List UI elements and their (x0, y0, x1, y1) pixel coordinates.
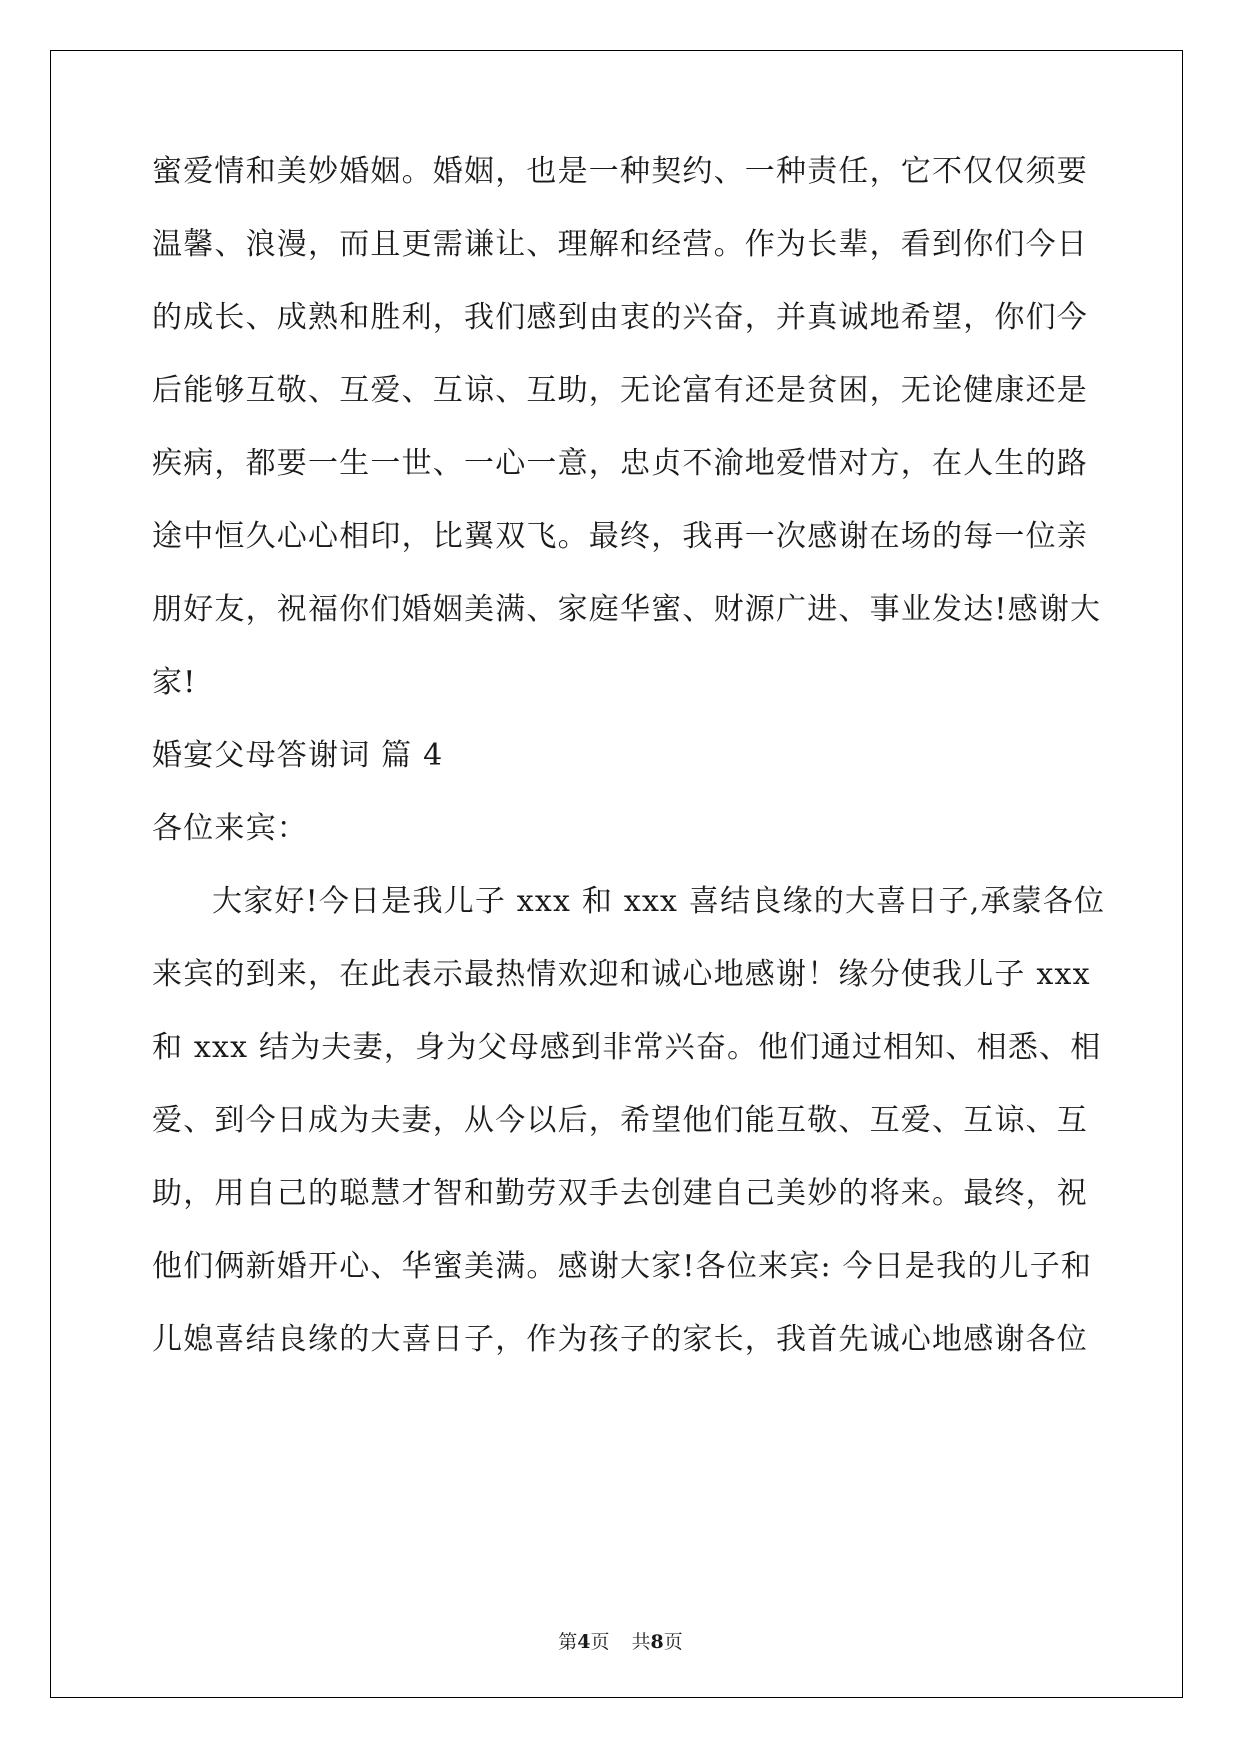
text-line: 的成长、成熟和胜利，我们感到由衷的兴奋，并真诚地希望，你们今 (152, 300, 1088, 335)
page-suffix: 页 (590, 1631, 610, 1653)
text-line: 家! (152, 665, 197, 700)
total-pages: 8 (650, 1631, 664, 1653)
text-line: 朋好友，祝福你们婚姻美满、家庭华蜜、财源广进、事业发达!感谢大 (152, 592, 1102, 627)
salutation: 各位来宾： (152, 811, 308, 846)
text-line: 和 xxx 结为夫妻，身为父母感到非常兴奋。他们通过相知、相悉、相 (152, 1030, 1102, 1065)
text-line: 温馨、浪漫，而且更需谦让、理解和经营。作为长辈，看到你们今日 (152, 227, 1088, 262)
page-prefix: 第 (558, 1631, 578, 1653)
text-line: 助，用自己的聪慧才智和勤劳双手去创建自己美妙的将来。最终，祝 (152, 1176, 1088, 1211)
text-line: 他们俩新婚开心、华蜜美满。感谢大家!各位来宾: 今日是我的儿子和 (152, 1249, 1093, 1284)
total-prefix: 共 (631, 1631, 651, 1653)
text-line: 蜜爱情和美妙婚姻。婚姻，也是一种契约、一种责任，它不仅仅须要 (152, 154, 1088, 189)
text-line: 爱、到今日成为夫妻，从今以后，希望他们能互敬、互爱、互谅、互 (152, 1103, 1088, 1138)
text-line: 大家好!今日是我儿子 xxx 和 xxx 喜结良缘的大喜日子,承蒙各位 (212, 884, 1106, 919)
text-line: 途中恒久心心相印，比翼双飞。最终，我再一次感谢在场的每一位亲 (152, 519, 1088, 554)
section-heading: 婚宴父母答谢词 篇 4 (152, 738, 444, 773)
text-line: 儿媳喜结良缘的大喜日子，作为孩子的家长，我首先诚心地感谢各位 (152, 1322, 1088, 1357)
text-line: 来宾的到来，在此表示最热情欢迎和诚心地感谢！缘分使我儿子 xxx (152, 957, 1091, 992)
text-line: 后能够互敬、互爱、互谅、互助，无论富有还是贫困，无论健康还是 (152, 373, 1088, 408)
page-number: 4 (577, 1631, 591, 1653)
total-suffix: 页 (663, 1631, 683, 1653)
text-line: 疾病，都要一生一世、一心一意，忠贞不渝地爱惜对方，在人生的路 (152, 446, 1088, 481)
page-footer (0, 1627, 1241, 1654)
